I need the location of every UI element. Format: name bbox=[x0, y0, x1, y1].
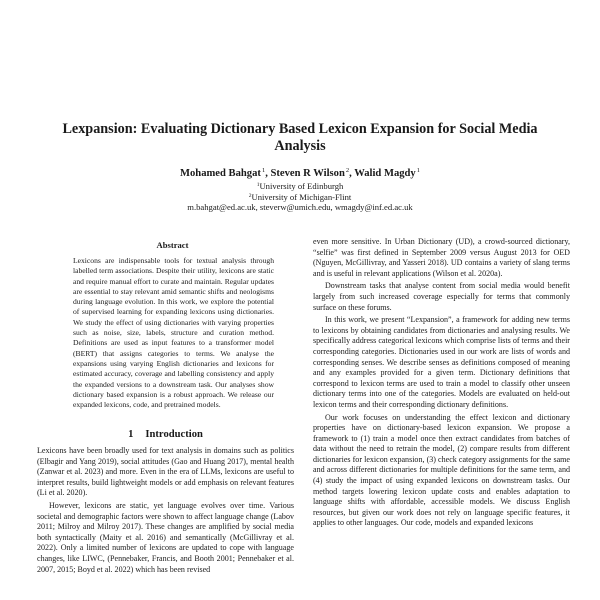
right-column-body bbox=[313, 237, 570, 529]
paper-title bbox=[40, 121, 560, 155]
author-separator: , bbox=[349, 168, 355, 179]
section-number: 1 bbox=[128, 429, 134, 440]
author-separator: , bbox=[265, 168, 271, 179]
author-affiliation-mark: 1 bbox=[416, 167, 420, 174]
affiliation-number: 1 bbox=[256, 182, 260, 188]
paragraph: In this work, we present “Lexpansion”, a framework for adding new terms to lexicons by obtaining candidates from dictionaries and analysing results. We specifically address categorical lexicons which comprise lists of terms and their corresponding categories. Dictionaries used in our work are lists of words and corresponding senses. We describe senses as definitions composed of meaning and any examples provided for a given term. Dictionary definitions that correspond to lexicon terms are used to train a model to classify other unseen dictionary terms into one of the categories. Models are evaluated on held-out lexicon terms and their corresponding dictionary definitions. bbox=[313, 315, 570, 409]
affiliation bbox=[40, 191, 560, 202]
author bbox=[180, 168, 265, 179]
abstract-body bbox=[73, 256, 274, 410]
affiliation-number: 2 bbox=[248, 193, 252, 199]
author-list bbox=[40, 164, 560, 180]
author-emails: m.bahgat@ed.ac.uk, steverw@umich.edu, wmagdy@inf.ed.ac.uk bbox=[187, 202, 413, 212]
section-heading-introduction bbox=[37, 429, 294, 440]
abstract-text: Lexicons are indispensable tools for textual analysis through labelled term associations. Despite their utility, lexicons are static and require manual effort to curate and maintain. Regular updates are essential to stay relevant amid semantic shifts and neologisms during language evolution. In this work, we explore the potential of supervised learning for expanding lexicons using dictionaries. We study the effect of using dictionaries with varying properties such as noise, size, labels, structure and curation method. Definitions are used as input features to a transformer model (BERT) that assigns categories to terms. We analyse the expansions using varying English dictionaries and lexicons for estimated accuracy, coverage and labelling consistency and apply the expanded versions to a downstream task. Our analyses show dictionary based expansion is a robust approach. We release our expanded lexicons, code, and pretrained models. bbox=[73, 256, 274, 410]
author-name: Steven R Wilson bbox=[270, 168, 345, 179]
abstract-heading: Abstract bbox=[156, 240, 189, 250]
author bbox=[354, 168, 420, 179]
affiliation-name: University of Michigan-Flint bbox=[251, 192, 352, 202]
author-name: Walid Magdy bbox=[354, 168, 416, 179]
author bbox=[270, 168, 349, 179]
paragraph: Lexicons have been broadly used for text analysis in domains such as politics (Elbagir and Yang 2019), social attitudes (Gao and Huang 2017), mental health (Zanwar et al. 2023) and more. Even in the era of LLMs, lexicons are useful to interpret results, build lightweight models or add emphasis on relevant features (Li et al. 2020). bbox=[37, 446, 294, 498]
paragraph: even more sensitive. In Urban Dictionary (UD), a crowd-sourced dictionary, “selfie” was first defined in September 2009 versus August 2013 for OED (Nguyen, McGillivray, and Yasseri 2018). UD contains a variety of slang terms and is useful in relevant applications (Wilson et al. 2020a). bbox=[313, 237, 570, 278]
author-name: Mohamed Bahgat bbox=[180, 168, 261, 179]
paper-title-line-1: Lexpansion: Evaluating Dictionary Based Lexicon Expansion for Social Media bbox=[62, 121, 538, 137]
affiliation bbox=[40, 180, 560, 191]
paragraph: Downstream tasks that analyse content from social media would benefit largely from such increased coverage especially for terms that commonly surface on these forums. bbox=[313, 281, 570, 312]
left-column-body bbox=[37, 446, 294, 575]
paper-title-line-2: Analysis bbox=[274, 138, 326, 154]
author-affiliation-mark: 2 bbox=[345, 167, 350, 174]
paragraph: However, lexicons are static, yet language evolves over time. Various societal and demographic factors were shown to affect language change (Labov 2011; Milroy and Milroy 2017). These changes are amplified by social media both syntactically (Maity et al. 2016) and semantically (McGillivray et al. 2022). Only a limited number of lexicons are updated to cope with language changes, like LIWC, (Pennebaker, Francis, and Booth 2001; Pennebaker et al. 2007, 2015; Boyd et al. 2022) which has been revised bbox=[37, 500, 294, 574]
section-title: Introduction bbox=[145, 429, 203, 440]
affiliation-name: University of Edinburgh bbox=[259, 181, 344, 191]
paragraph: Our work focuses on understanding the effect lexicon and dictionary properties have on dictionary-based lexicon expansion. We propose a framework to (1) train a model once then extract candidates from batches of data without the need to retrain the model, (2) compare results from different dictionaries for lexicon expansion, (3) check category assignments for the same and across different dictionaries for multiple definitions for the same term, and (4) study the impact of using expanded lexicons on downstream tasks. Our method targets lowering lexicon update costs and enables adaptation to language shifts with affordable, accessible models. We discuss English resources, but given our work does not rely on language specific features, it applies to other languages. Our code, models and expanded lexicons bbox=[313, 412, 570, 528]
author-affiliation-mark: 1 bbox=[261, 167, 266, 174]
